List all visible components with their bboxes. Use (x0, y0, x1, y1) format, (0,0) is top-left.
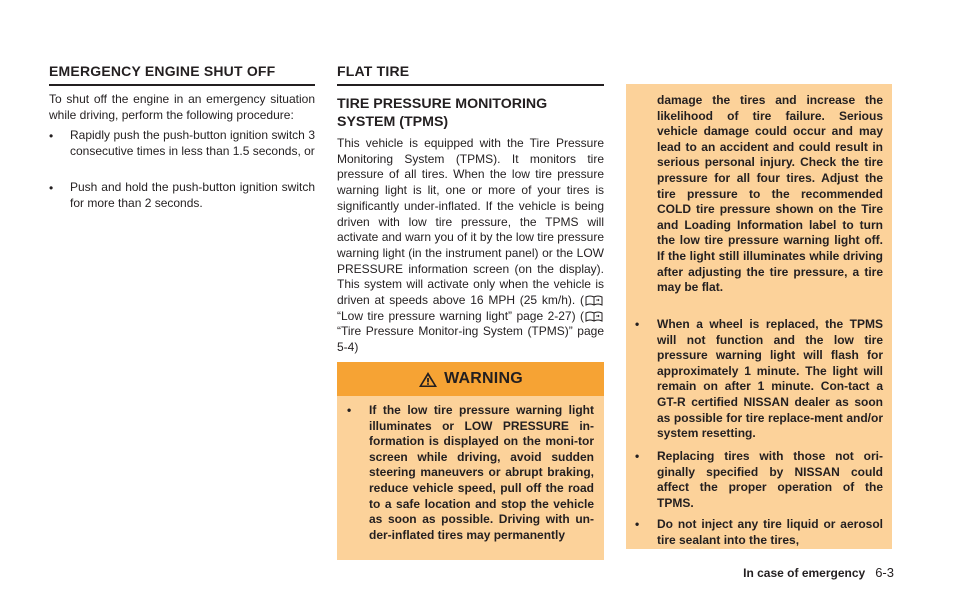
bullet-dot: • (49, 129, 54, 143)
warning-bullet-text: When a wheel is replaced, the TPMS will not function and the low tire pressure warning light will flash for approximately 1 minute. The light will remain on after 1 minute. Con-tact a GT-R certified NISSAN dealer as soon as possible for tire replace-ment and/or system resetting. (657, 317, 883, 441)
list-item: Push and hold the push-button ignition switch for more than 2 seconds. (70, 180, 315, 210)
book-reference-icon (584, 294, 604, 306)
footer-section-title: In case of emergency (743, 566, 866, 580)
warning-bullet-text: damage the tires and increase the likelihood of tire failure. Serious vehicle damage could occur and may lead to an accident and could result in serious personal injury. Check the tire pressure for all four tires. Adjust the tire pressure to the recommended COLD tire pressure shown on the Tire and Loading Information label to turn the low tire pressure warning light off. If the light still illuminates while driving after adjusting the tire pressure, a tire may be flat. (657, 93, 883, 295)
reference-link[interactable]: “Tire Pressure Monitor-ing System (TPMS)” page 5-4) (337, 324, 604, 355)
tpms-body-text: This vehicle is equipped with the Tire Pressure Monitoring System (TPMS). It monitors tire pressure of all tires. When the low tire pressure warning light is lit, one or more of your tires is significantly under-inflated. If the vehicle is being driven with low tire pressure, the TPMS will activate and warn you of it by the low tire pressure warning light (in the instrument panel) or the LOW PRESSURE information screen (on the display). This system will activate only when the vehicle is driven at speeds above 16 MPH (25 km/h). ( (337, 136, 604, 308)
warning-body-continued (626, 84, 892, 549)
bullet-dot: • (347, 403, 352, 417)
warning-title: WARNING (444, 370, 523, 387)
warning-bullet-text: Replacing tires with those not ori-ginally specified by NISSAN could affect the proper operation of the TPMS. (657, 449, 883, 510)
bullet-dot: • (49, 181, 54, 195)
bullet-dot: • (635, 517, 640, 531)
bullet-dot: • (635, 317, 640, 331)
subheading-tpms: TIRE PRESSURE MONITORING SYSTEM (TPMS) (337, 96, 548, 130)
section-heading-flat-tire: FLAT TIRE (337, 63, 410, 79)
page-number: 6-3 (875, 565, 894, 580)
page-footer (743, 565, 894, 580)
intro-paragraph: To shut off the engine in an emergency situation while driving, perform the following procedure: (49, 92, 315, 122)
warning-bullet-text: Do not inject any tire liquid or aerosol tire sealant into the tires, (657, 517, 883, 547)
book-reference-icon (584, 310, 604, 322)
section-heading-emergency-shutoff: EMERGENCY ENGINE SHUT OFF (49, 63, 276, 79)
reference-link[interactable]: “Low tire pressure warning light” page 2-27) ( (337, 308, 584, 323)
heading-rule (337, 84, 604, 86)
tpms-body-paragraph (337, 136, 604, 356)
warning-body (337, 396, 604, 560)
list-item: Rapidly push the push-button ignition switch 3 consecutive times in less than 1.5 seconds, or (70, 128, 315, 158)
bullet-dot: • (635, 449, 640, 463)
warning-header (337, 362, 604, 396)
warning-bullet-text: If the low tire pressure warning light illuminates or LOW PRESSURE in-formation is displayed on the moni-tor screen while driving, avoid sudden steering maneuvers or abrupt braking, reduce vehicle speed, pull off the road to a safe location and stop the vehicle as soon as possible. Driving with un-der-inflated tires may permanently (369, 403, 594, 542)
heading-rule (49, 84, 315, 86)
warning-triangle-icon (418, 371, 438, 388)
